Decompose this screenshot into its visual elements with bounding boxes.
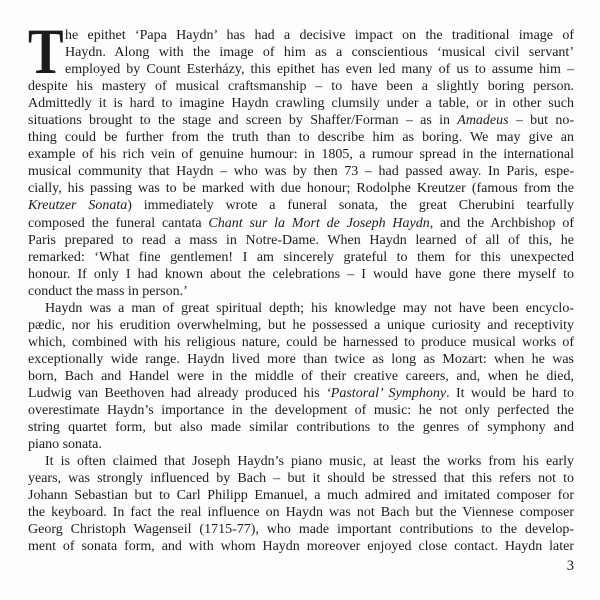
text-line-content: situations brought to the stage and screen by Shaffer/Forman – as in Amadeus – but no- [28, 113, 574, 129]
text-line [28, 402, 574, 419]
text-line-content: pædic, nor his erudition overwhelming, but he possessed a unique curiosity and receptivity [28, 317, 574, 333]
text-line-content: which, combined with his religious nature, could be harnessed to produce musical works of [28, 334, 574, 350]
text-line-content: cially, his passing was to be marked with due honour; Rodolphe Kreutzer (famous from the [28, 181, 574, 197]
text-line-content: Johann Sebastian but to Carl Philipp Emanuel, a much admired and imitated composer for [28, 488, 574, 504]
text-line [28, 334, 574, 351]
text-line [28, 232, 574, 249]
text-line [28, 317, 574, 334]
text-line-content: example of his rich vein of genuine humour: in 1805, a rumour spread in the international [28, 147, 574, 163]
text-line-content: born, Bach and Handel were in the middle of their creative careers, and, when he died, [28, 368, 574, 384]
text-line [28, 436, 574, 453]
text-line-content: despite his mastery of musical craftsmanship – to have been a slightly boring person. [28, 79, 574, 95]
text-line [28, 419, 574, 436]
text-line [28, 163, 574, 180]
text-line [65, 44, 574, 61]
text-line [28, 197, 574, 214]
text-line-content: Paris prepared to read a mass in Notre-Dame. When Haydn learned of all of this, he [28, 232, 574, 248]
text-line-content: piano sonata. [28, 437, 102, 453]
text-line-content: musical community that Haydn – who was by then 73 – had passed away. In Paris, espe- [28, 164, 574, 180]
text-line [28, 180, 574, 197]
paragraph [28, 300, 574, 453]
text-line [28, 112, 574, 129]
text-line-content: Kreutzer Sonata) immediately wrote a funeral sonata, the great Cherubini tearfully [28, 198, 574, 214]
text-block [28, 27, 574, 555]
text-line [28, 351, 574, 368]
text-line [28, 129, 574, 146]
text-line [65, 61, 574, 78]
text-line-content: Admittedly it is hard to imagine Haydn crawling clumsily under a table, or in other such [28, 96, 574, 112]
text-line [28, 300, 574, 317]
text-line [28, 538, 574, 555]
text-line-content: exceptionally wide range. Haydn lived more than twice as long as Mozart: when he was [28, 351, 574, 367]
text-line-content: Haydn was a man of great spiritual depth; his knowledge may not have been encyclo- [45, 300, 574, 316]
text-line-content: he epithet ‘Papa Haydn’ has had a decisive impact on the traditional image of [65, 28, 574, 43]
drop-cap: T [28, 16, 64, 88]
paragraph [28, 453, 574, 555]
text-line-content: employed by Count Esterházy, this epithet has even led many of us to assume him – [65, 62, 574, 78]
text-line [28, 504, 574, 521]
text-line-content: Ludwig van Beethoven had already produced his ‘Pastoral’ Symphony. It would be hard to [28, 385, 574, 401]
text-line [28, 78, 574, 95]
text-line [28, 453, 574, 470]
text-line [28, 470, 574, 487]
text-line [28, 146, 574, 163]
text-line [28, 283, 574, 300]
text-line-content: It is often claimed that Joseph Haydn’s piano music, at least the works from his early [45, 454, 574, 470]
text-line [28, 266, 574, 283]
text-line-content: years, was strongly influenced by Bach – but it should be stressed that this refers not to [28, 471, 574, 487]
text-line [28, 249, 574, 266]
text-line-content: ment of sonata form, and with whom Haydn moreover enjoyed close contact. Haydn later [28, 539, 574, 555]
page-number: 3 [566, 558, 574, 574]
text-line-content: remarked: ‘What fine gentlemen! I am sincerely grateful to them for this unexpected [28, 249, 574, 265]
text-line-content: honour. If only I had known about the celebrations – I would have gone there myself to [28, 266, 574, 282]
text-line [28, 521, 574, 538]
text-line-content: overestimate Haydn’s importance in the development of music: he not only perfected the [28, 403, 574, 419]
text-line-content: the keyboard. In fact the real influence on Haydn was not Bach but the Viennese composer [28, 505, 574, 521]
text-line [28, 368, 574, 385]
text-line [28, 95, 574, 112]
text-line-content: Haydn. Along with the image of him as a conscientious ‘musical civil servant’ [65, 45, 574, 61]
text-line [28, 487, 574, 504]
text-line [65, 27, 574, 44]
text-line-content: Georg Christoph Wagenseil (1715-77), who made important contributions to the develop- [28, 522, 574, 538]
paragraph [28, 27, 574, 300]
text-line-content: conduct the mass in person.’ [28, 283, 188, 299]
text-line-content: thing could be further from the truth than to describe him as boring. We may give an [28, 130, 574, 146]
text-line [28, 385, 574, 402]
text-line-content: string quartet form, but also made similar contributions to the genres of symphony and [28, 420, 574, 436]
text-line [28, 215, 574, 232]
text-line-content: composed the funeral cantata Chant sur la Mort de Joseph Haydn, and the Archbishop of [28, 215, 574, 231]
